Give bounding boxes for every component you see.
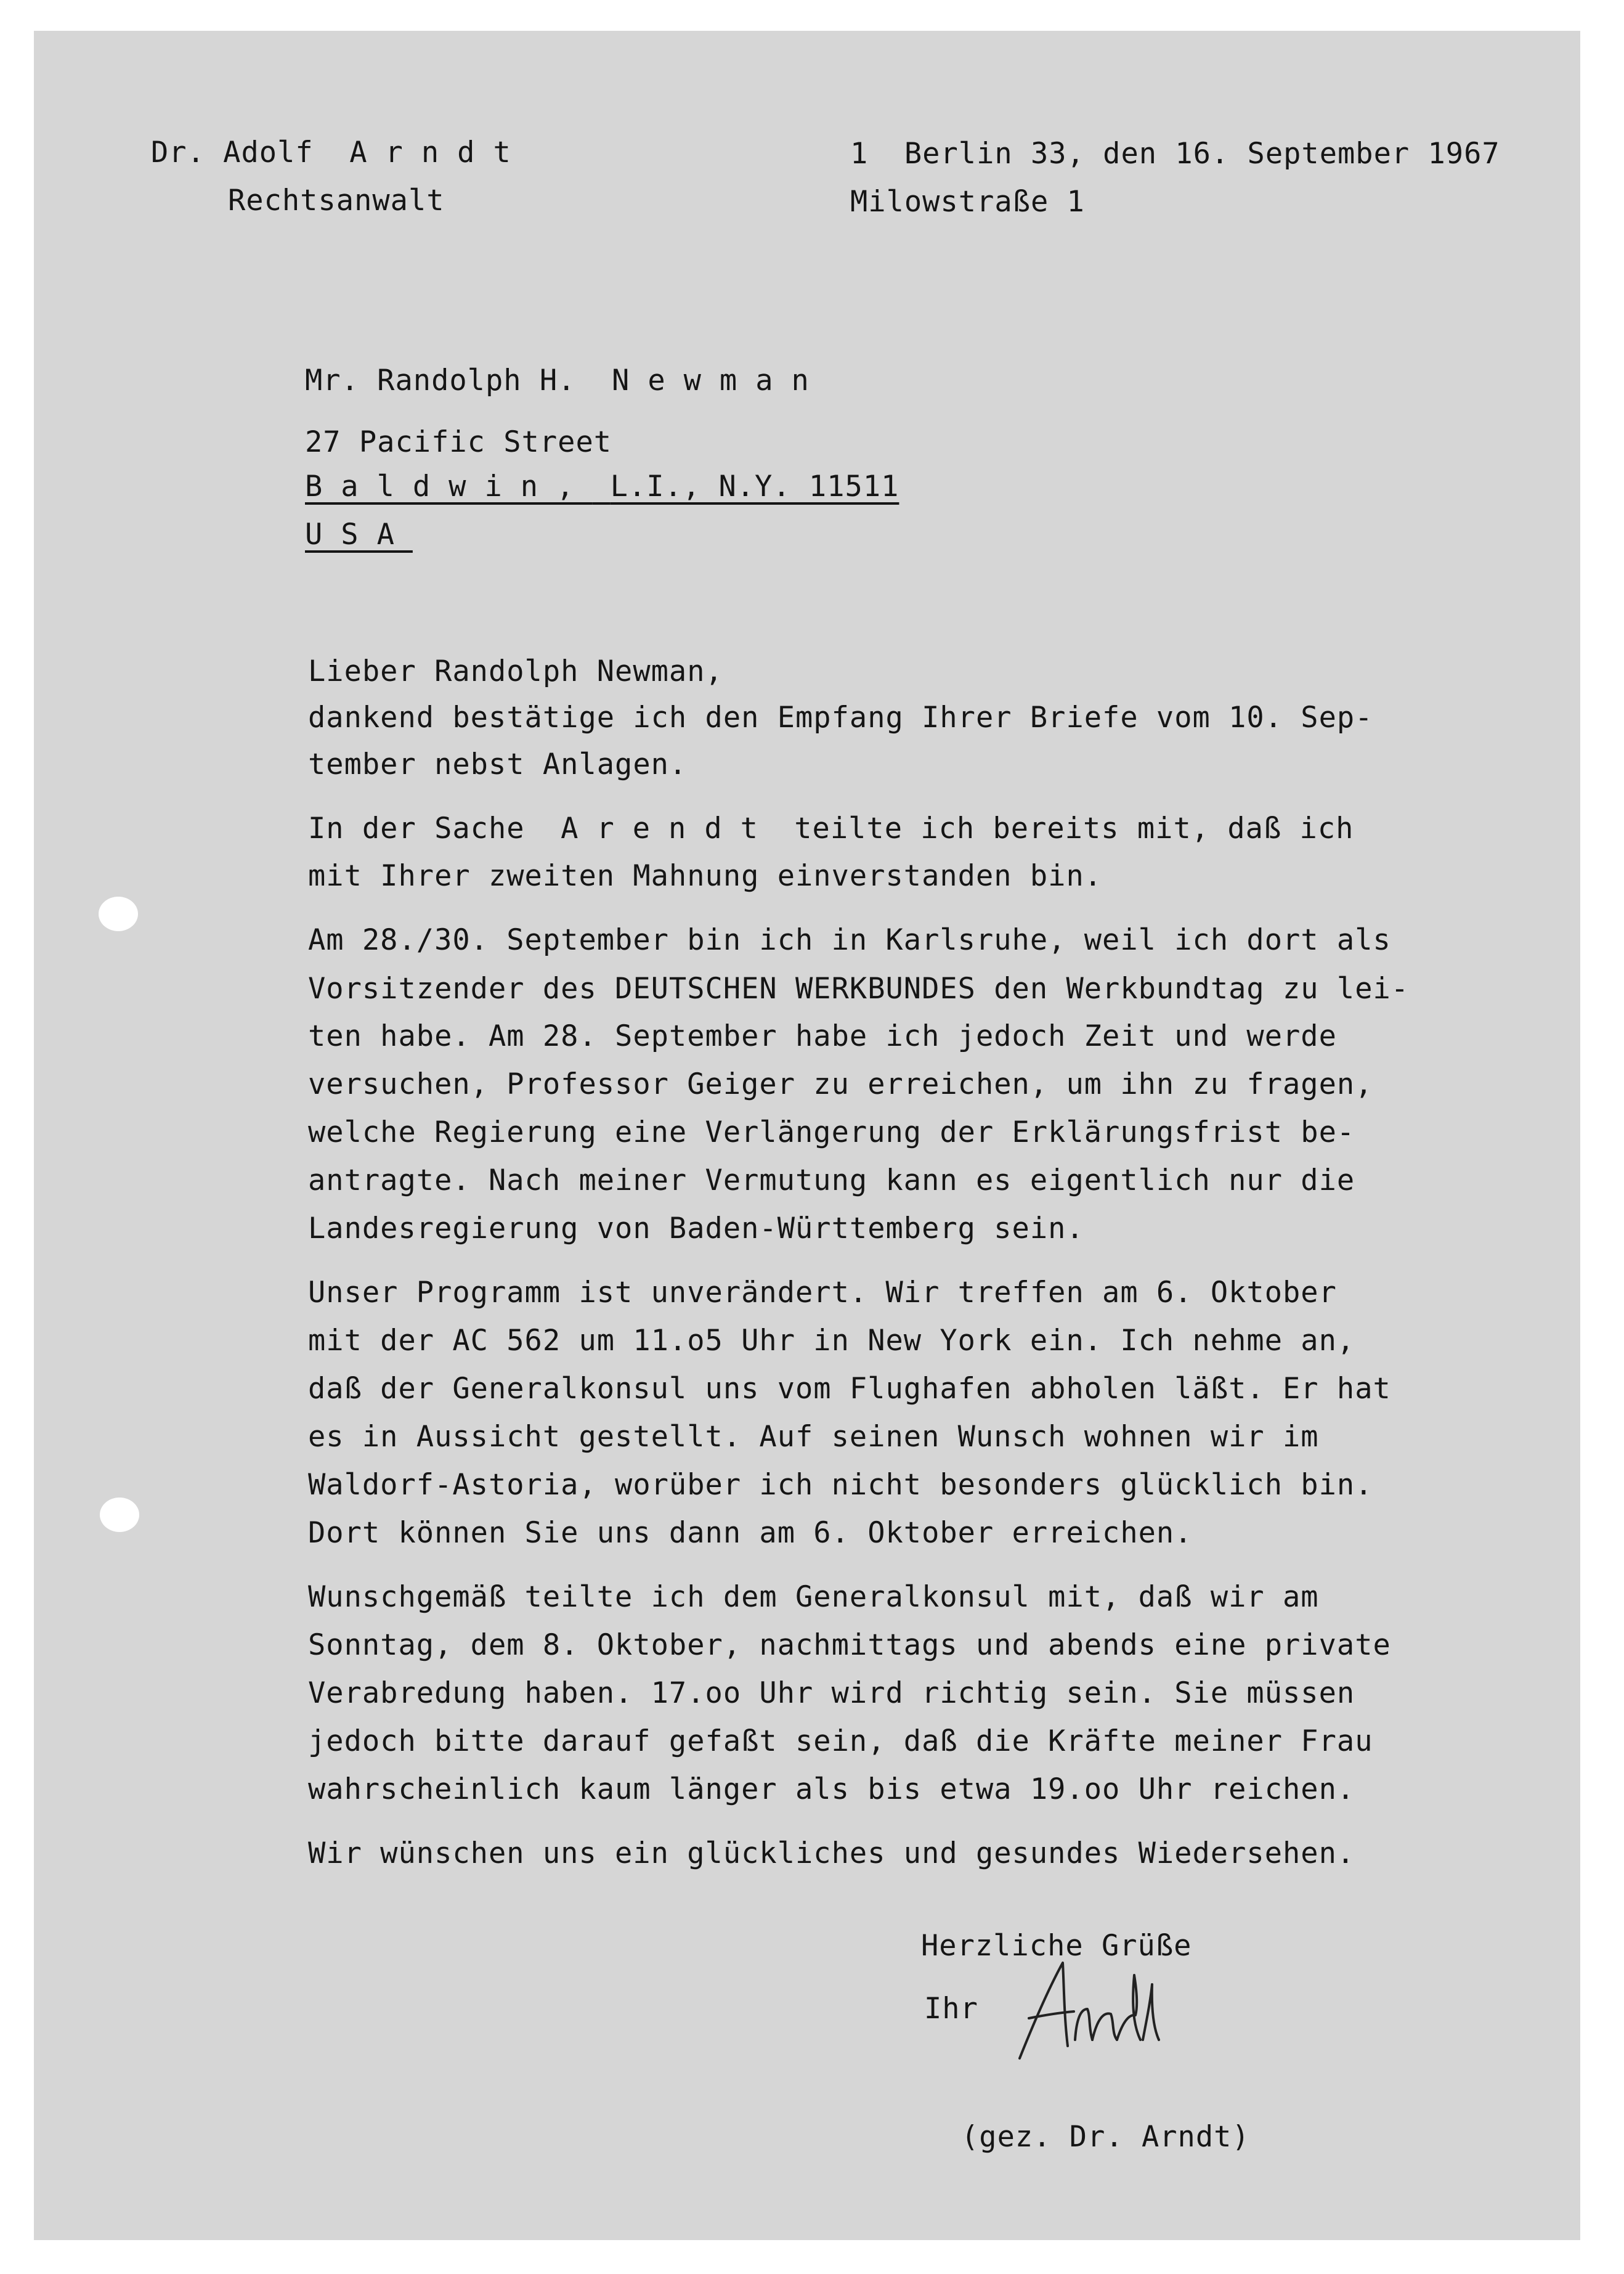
recipient-city-spaced: Baldwin, — [305, 470, 593, 503]
signed-note: (gez. Dr. Arndt) — [961, 2120, 1250, 2154]
recipient-surname: Newman — [612, 364, 827, 397]
p3-line: welche Regierung eine Verlängerung der Erklärungsfrist be- — [308, 1115, 1355, 1149]
closing-greeting: Herzliche Grüße — [921, 1929, 1192, 1963]
closing-ihr: Ihr — [924, 1992, 978, 2026]
p3-line: versuchen, Professor Geiger zu erreichen, um ihn zu fragen, — [308, 1067, 1373, 1101]
p4-line: Unser Programm ist unverändert. Wir treffen am 6. Oktober — [308, 1276, 1337, 1310]
p5-line: jedoch bitte darauf gefaßt sein, daß die Kräfte meiner Frau — [308, 1724, 1373, 1758]
recipient-country: USA — [305, 518, 413, 552]
p4-line: daß der Generalkonsul uns vom Flughafen abholen läßt. Er hat — [308, 1372, 1391, 1406]
p3-line: Am 28./30. September bin ich in Karlsruhe, weil ich dort als — [308, 923, 1391, 957]
letter-page — [34, 31, 1580, 2240]
punch-hole-top — [99, 897, 138, 931]
punch-hole-bottom — [100, 1498, 139, 1532]
p3-line: Landesregierung von Baden-Württemberg sein. — [308, 1212, 1084, 1245]
p5-line: Sonntag, dem 8. Oktober, nachmittags und abends eine private — [308, 1628, 1391, 1662]
p2-before: In der Sache — [308, 812, 525, 846]
p1-line: dankend bestätige ich den Empfang Ihrer Briefe vom 10. Sep- — [308, 701, 1373, 735]
p5-line: wahrscheinlich kaum länger als bis etwa 19.oo Uhr reichen. — [308, 1772, 1355, 1806]
recipient-name-prefix: Mr. Randolph H. — [305, 364, 576, 397]
p2-after: teilte ich bereits mit, daß ich — [794, 812, 1354, 846]
street-address: Milowstraße 1 — [850, 185, 1085, 219]
p4-line: es in Aussicht gestellt. Auf seinen Wunsch wohnen wir im — [308, 1420, 1319, 1454]
p5-line: Verabredung haben. 17.oo Uhr wird richtig sein. Sie müssen — [308, 1676, 1355, 1710]
sender-title: Rechtsanwalt — [228, 184, 445, 218]
salutation: Lieber Randolph Newman, — [308, 654, 723, 688]
p2-line: mit Ihrer zweiten Mahnung einverstanden bin. — [308, 859, 1103, 893]
p3-line: Vorsitzender des DEUTSCHEN WERKBUNDES den Werkbundtag zu lei- — [308, 972, 1410, 1006]
p4-line: Dort können Sie uns dann am 6. Oktober erreichen. — [308, 1516, 1193, 1550]
p3-line: antragte. Nach meiner Vermutung kann es eigentlich nur die — [308, 1163, 1355, 1197]
place-date: 1 Berlin 33, den 16. September 1967 — [850, 137, 1500, 171]
p4-line: Waldorf-Astoria, worüber ich nicht besonders glücklich bin. — [308, 1468, 1373, 1502]
sender-name — [151, 136, 529, 169]
sender-name-prefix: Dr. Adolf — [151, 136, 314, 169]
recipient-street: 27 Pacific Street — [305, 425, 612, 459]
p1-line: tember nebst Anlagen. — [308, 748, 688, 781]
recipient-name — [305, 364, 827, 397]
p2-line — [308, 812, 1354, 846]
p4-line: mit der AC 562 um 11.o5 Uhr in New York ein. Ich nehme an, — [308, 1324, 1355, 1358]
sender-surname: Arndt — [349, 136, 529, 169]
p5-line: Wunschgemäß teilte ich dem Generalkonsul mit, daß wir am — [308, 1580, 1319, 1614]
p6-line: Wir wünschen uns ein glückliches und gesundes Wiedersehen. — [308, 1836, 1355, 1870]
p2-spaced-name: Arendt — [561, 812, 776, 846]
p3-line: ten habe. Am 28. September habe ich jedoch Zeit und werde — [308, 1019, 1337, 1053]
recipient-city — [305, 470, 899, 503]
handwritten-signature — [995, 1947, 1180, 2071]
recipient-city-rest: L.I., N.Y. 11511 — [610, 470, 899, 503]
